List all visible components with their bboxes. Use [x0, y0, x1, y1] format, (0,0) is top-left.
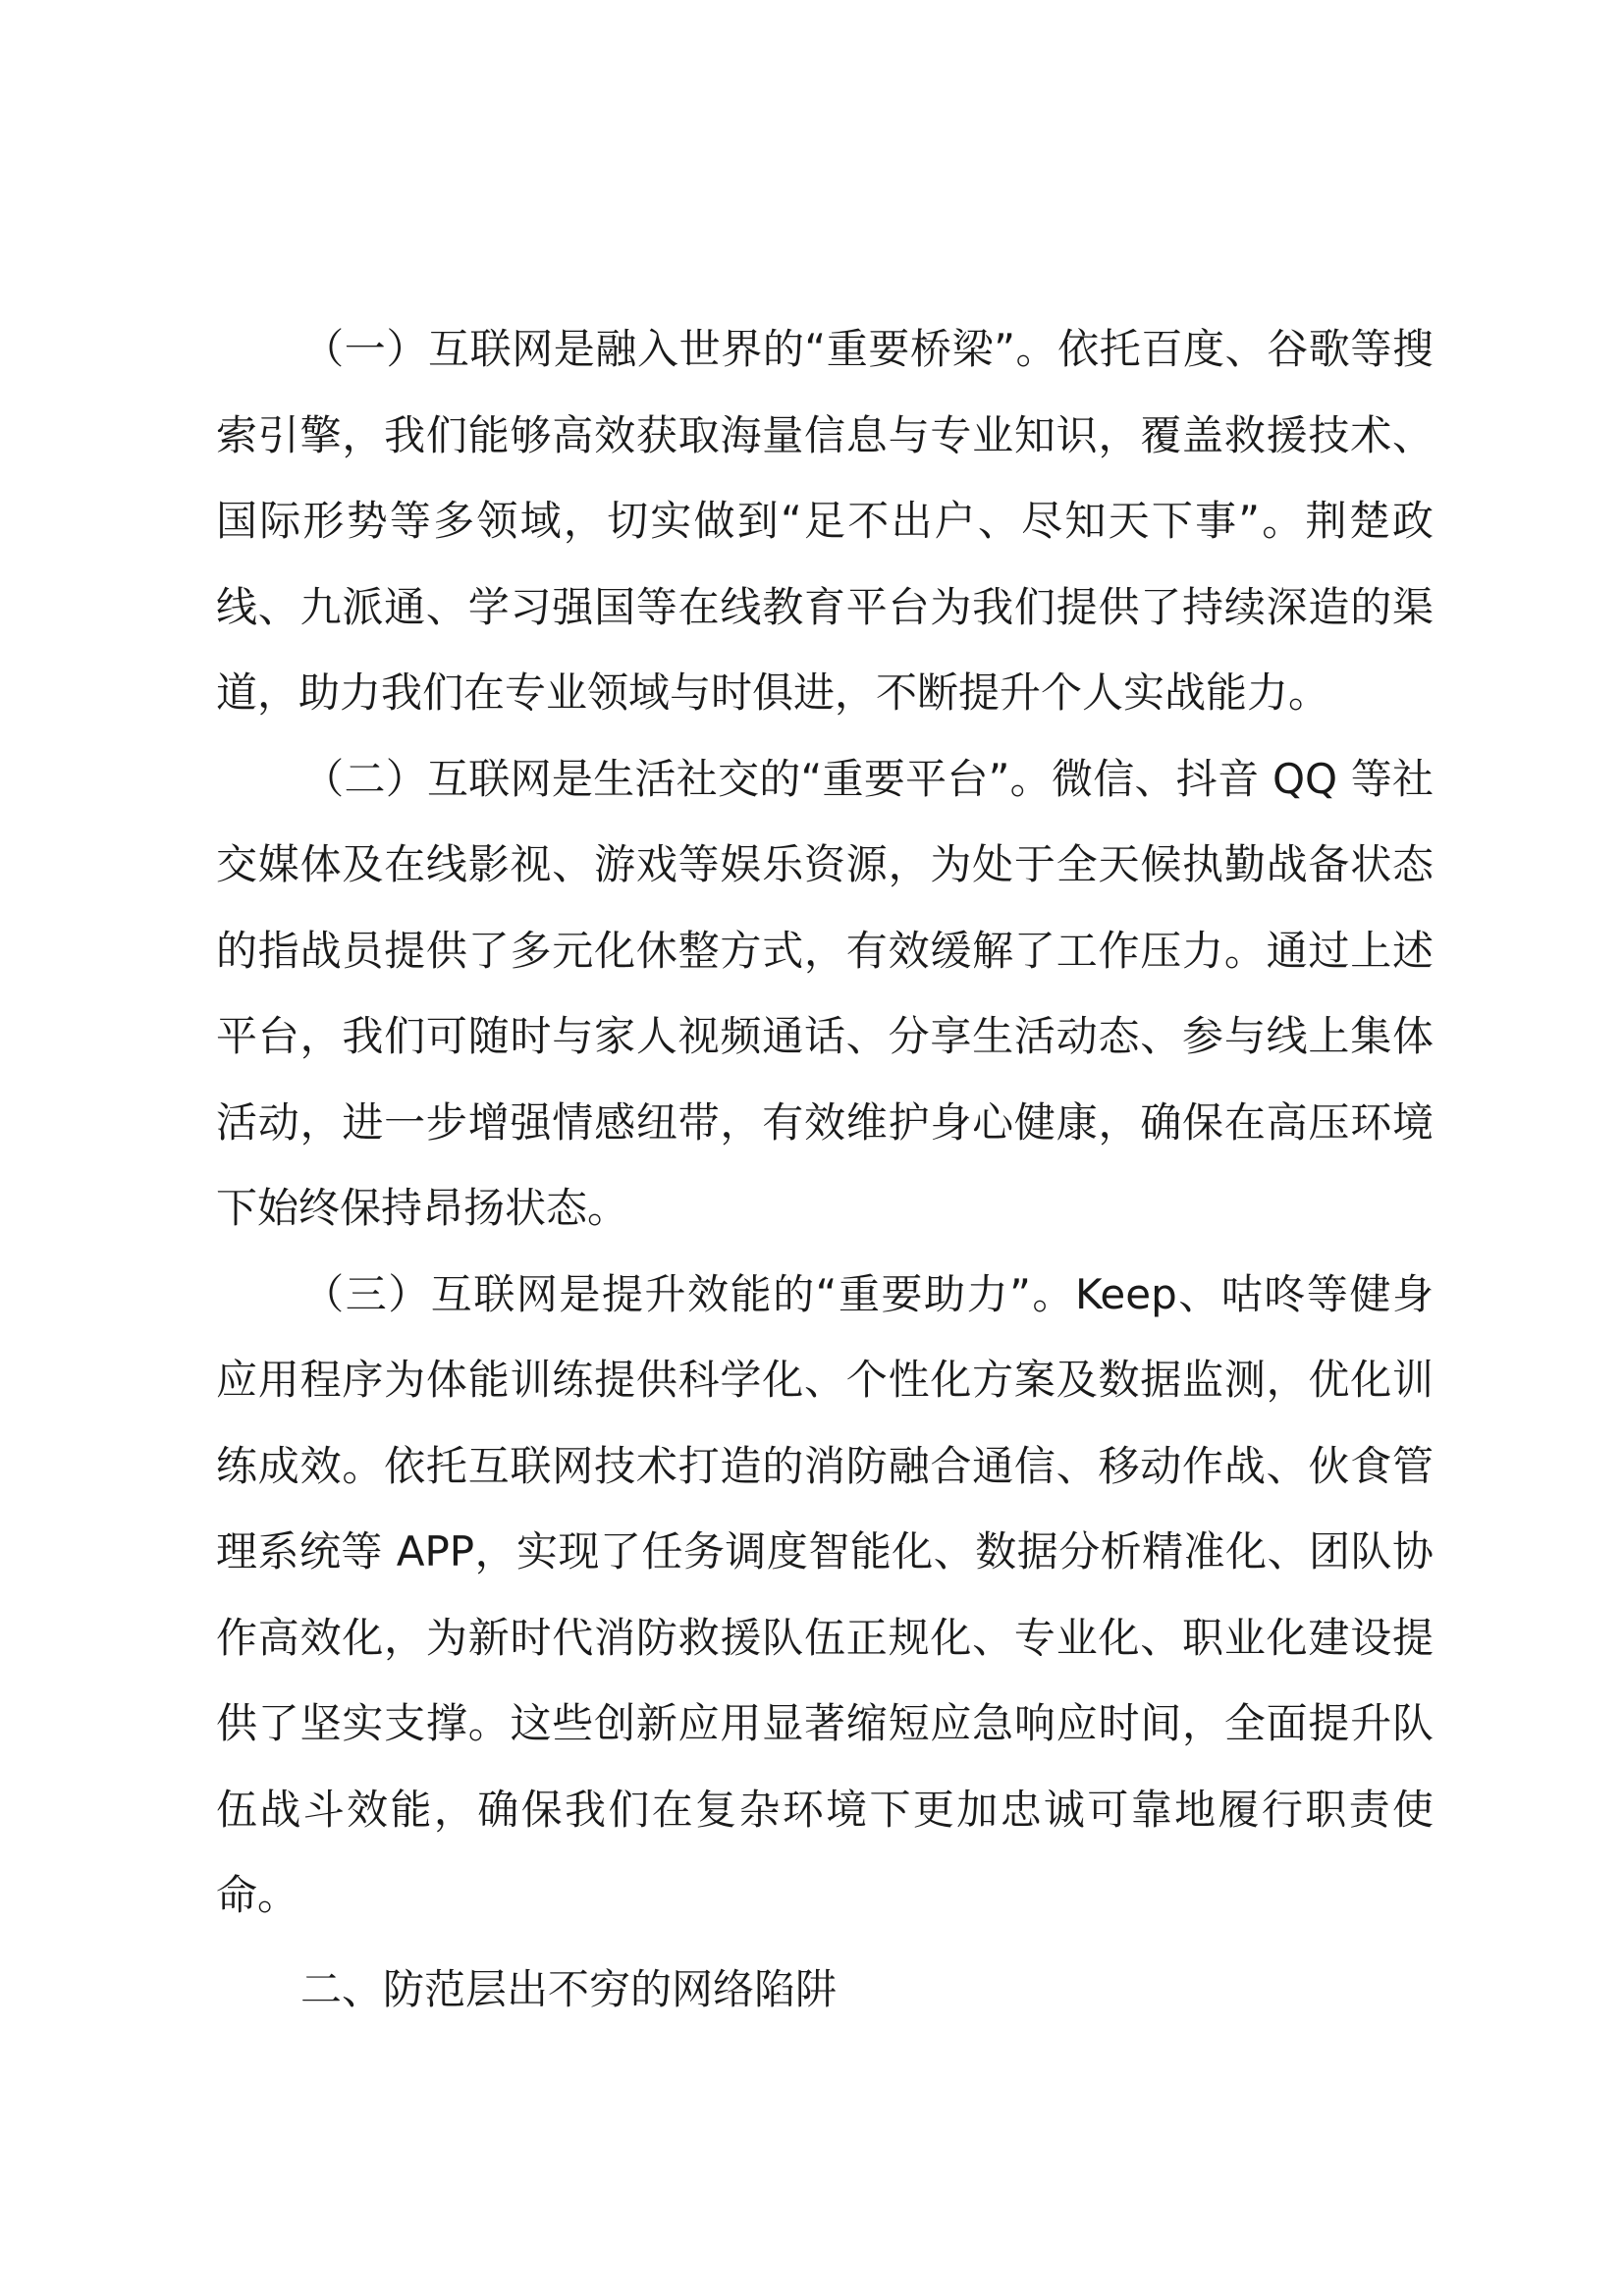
- section-heading: 二、防范层出不穷的网络陷阱: [300, 1964, 838, 2013]
- paragraph-internet-efficiency: （三）互联网是提升效能的“重要助力”。Keep、咕咚等健身应用程序为体能训练提供科学化、个性化方案及数据监测，优化训练成效。依托互联网技术打造的消防融合通信、移动作战、伙食管理系统等 APP，实现了任务调度智能化、数据分析精准化、团队协作高效化，为新时代消防救援队伍正规化、专业化、职业化建设提供了坚实支撑。这些创新应用显著缩短应急响应时间，全面提升队伍战斗效能，确保我们在复杂环境下更加忠诚可靠地履行职责使命。: [216, 1269, 1434, 1919]
- paragraph-internet-bridge: （一）互联网是融入世界的“重要桥梁”。依托百度、谷歌等搜索引擎，我们能够高效获取海量信息与专业知识，覆盖救援技术、国际形势等多领域，切实做到“足不出户、尽知天下事”。荆楚政线、九派通、学习强国等在线教育平台为我们提供了持续深造的渠道，助力我们在专业领域与时俱进，不断提升个人实战能力。: [216, 325, 1434, 717]
- paragraph-internet-platform: （二）互联网是生活社交的“重要平台”。微信、抖音 QQ 等社交媒体及在线影视、游戏等娱乐资源，为处于全天候执勤战备状态的指战员提供了多元化休整方式，有效缓解了工作压力。通过上述平台，我们可随时与家人视频通话、分享生活动态、参与线上集体活动，进一步增强情感纽带，有效维护身心健康，确保在高压环境下始终保持昂扬状态。: [216, 754, 1434, 1232]
- document-body: [216, 306, 1434, 2032]
